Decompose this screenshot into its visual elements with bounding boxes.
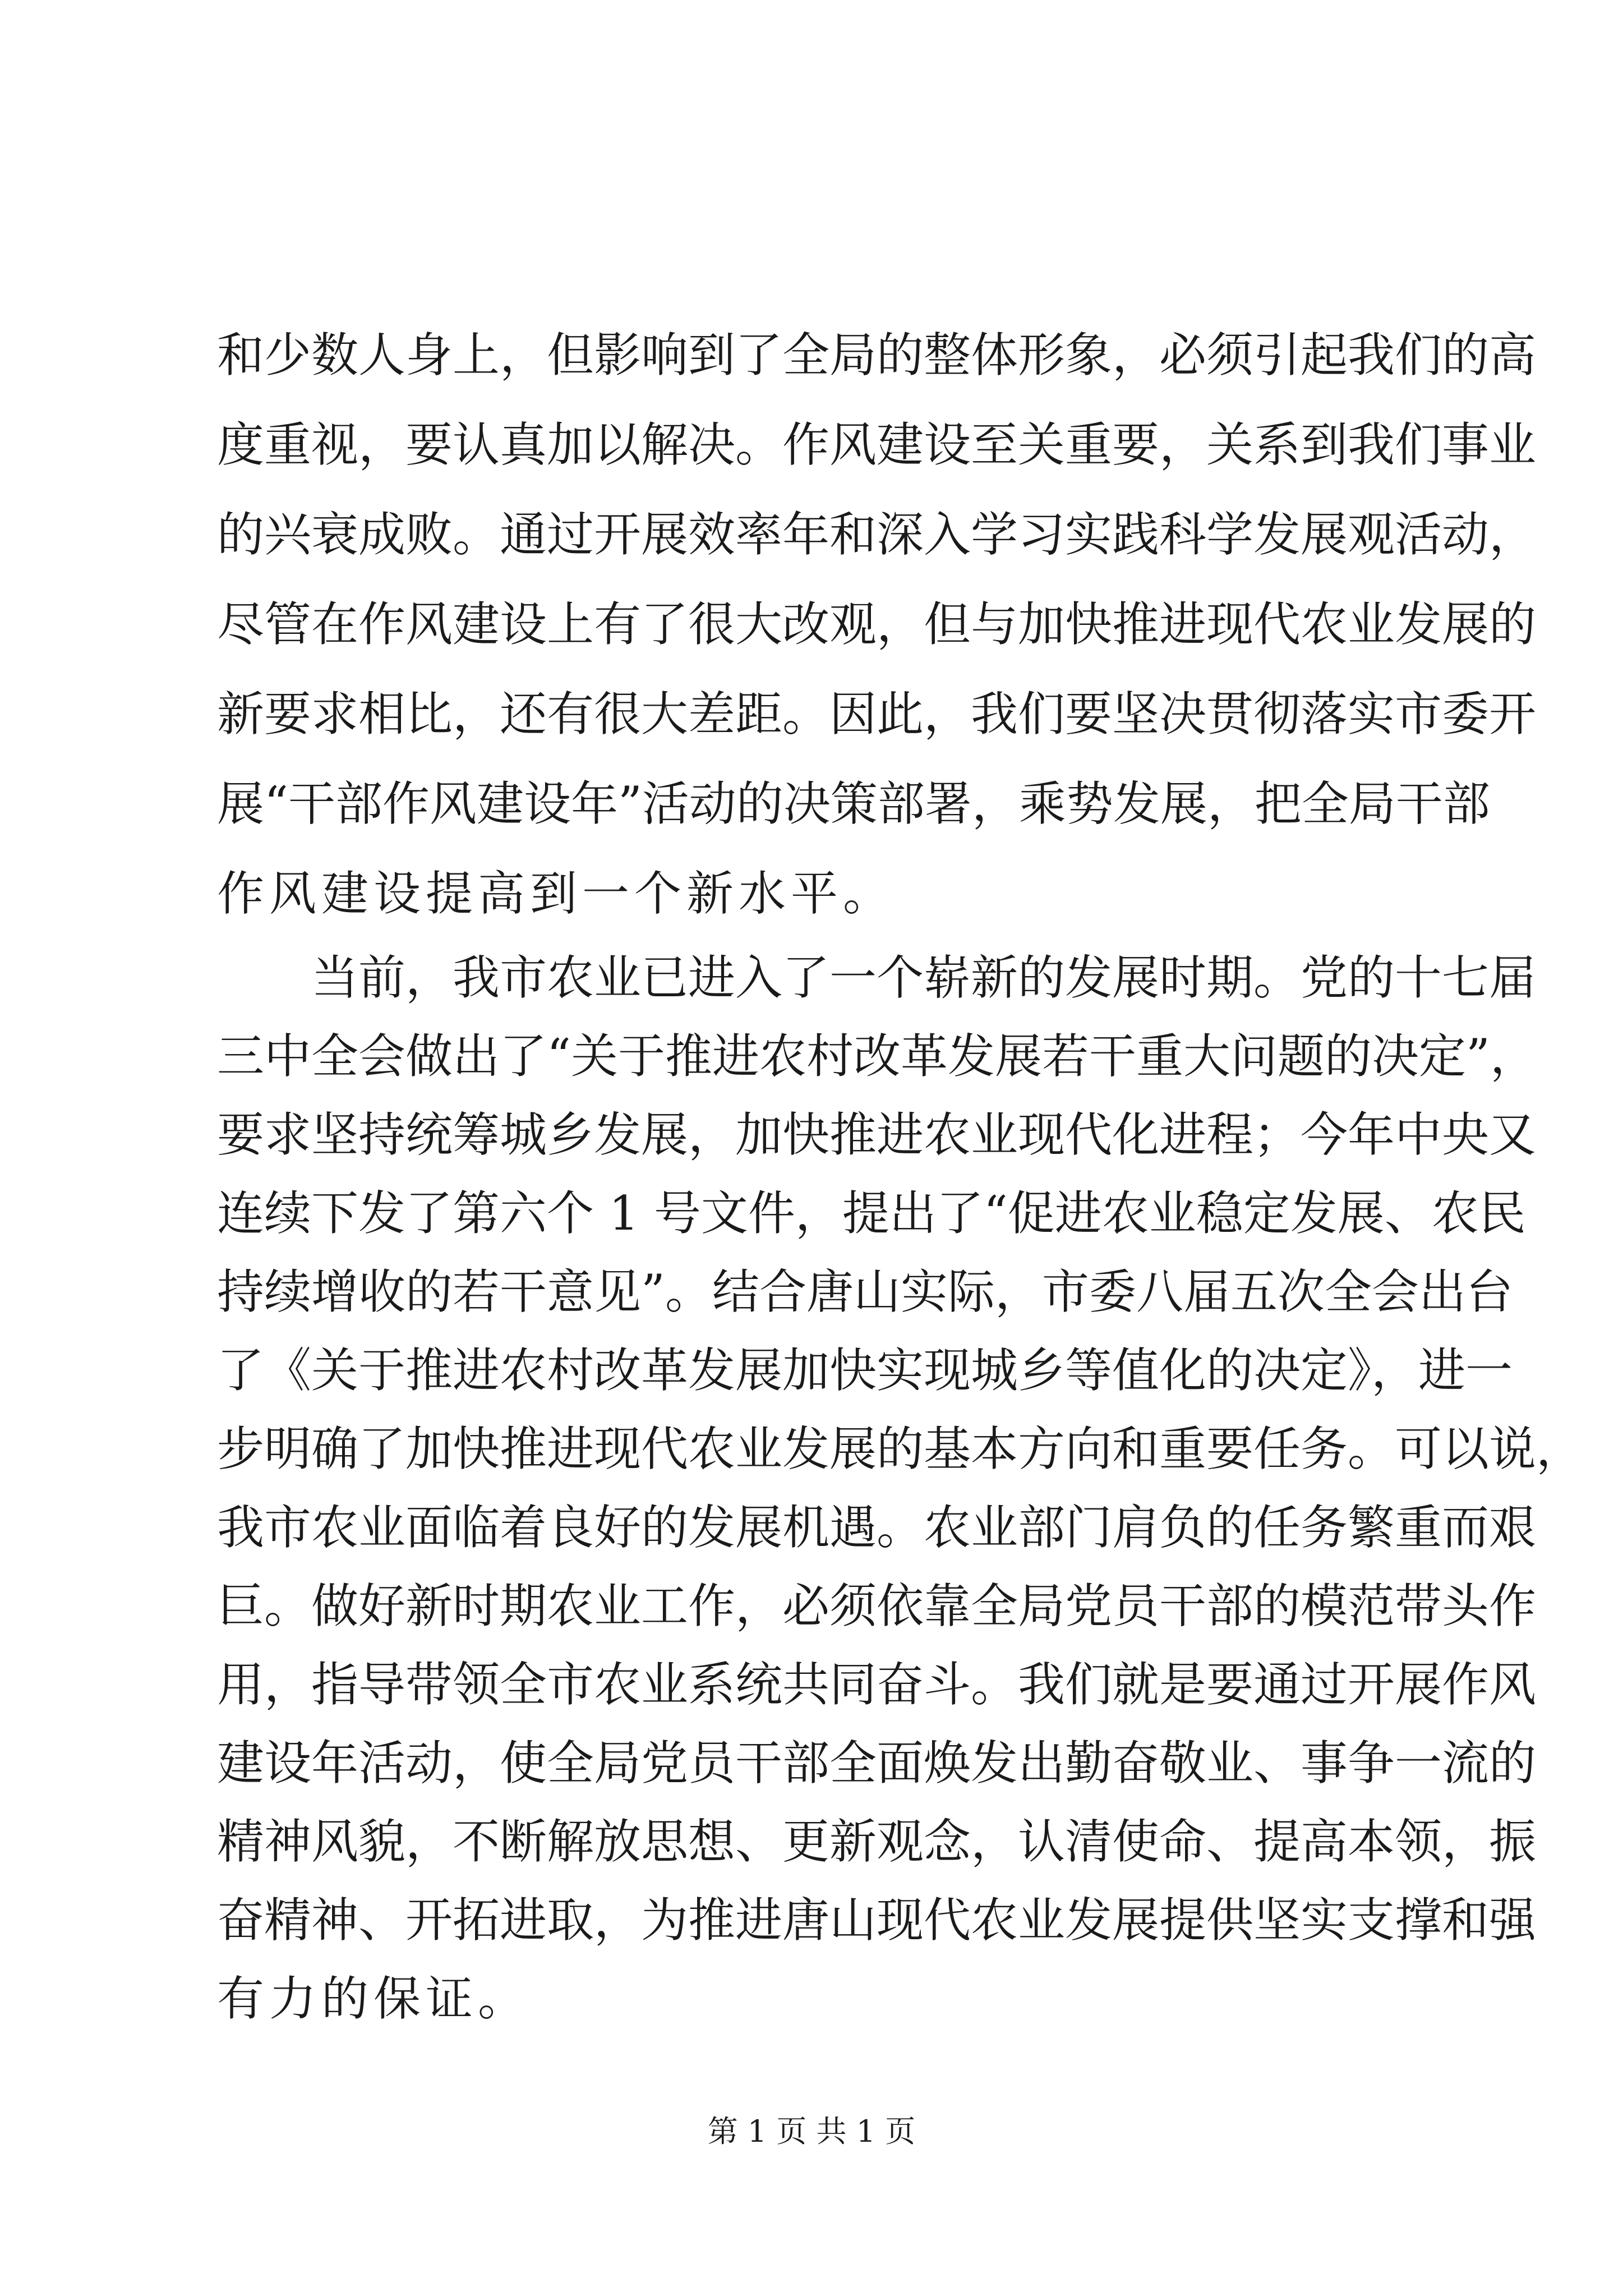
paragraph-line: 作风建设提高到一个新水平。 bbox=[217, 866, 896, 921]
paragraph-line: 巨。做好新时期农业工作，必须依靠全局党员干部的模范带头作 bbox=[217, 1579, 1537, 1634]
paragraph-line: 新要求相比，还有很大差距。因此，我们要坚决贯彻落实市委开 bbox=[217, 687, 1537, 742]
paragraph-line: 要求坚持统筹城乡发展，加快推进农业现代化进程；今年中央又 bbox=[217, 1107, 1537, 1162]
paragraph-line: 了《关于推进农村改革发展加快实现城乡等值化的决定》，进一 bbox=[217, 1343, 1513, 1398]
page-number-footer: 第 1 页 共 1 页 bbox=[707, 2114, 916, 2149]
paragraph-line: 我市农业面临着良好的发展机遇。农业部门肩负的任务繁重而艰 bbox=[217, 1500, 1537, 1555]
paragraph-line: 用，指导带领全市农业系统共同奋斗。我们就是要通过开展作风 bbox=[217, 1657, 1537, 1712]
paragraph-line: 有力的保证。 bbox=[217, 1971, 531, 2026]
paragraph-line: 持续增收的若干意见”。结合唐山实际，市委八届五次全会出台 bbox=[217, 1264, 1513, 1319]
paragraph-line: 三中全会做出了“关于推进农村改革发展若干重大问题的决定”， bbox=[217, 1029, 1537, 1084]
paragraph-line: 建设年活动，使全局党员干部全面焕发出勤奋敬业、事争一流的 bbox=[217, 1736, 1537, 1791]
paragraph-line: 尽管在作风建设上有了很大改观，但与加快推进现代农业发展的 bbox=[217, 597, 1537, 652]
paragraph-line: 和少数人身上，但影响到了全局的整体形象，必须引起我们的高 bbox=[217, 328, 1537, 383]
paragraph-line: 度重视，要认真加以解决。作风建设至关重要，关系到我们事业 bbox=[217, 417, 1537, 472]
paragraph-line: 展“干部作风建设年”活动的决策部署，乘势发展，把全局干部 bbox=[217, 776, 1490, 831]
paragraph-line: 精神风貌，不断解放思想、更新观念，认清使命、提高本领，振 bbox=[217, 1814, 1537, 1869]
paragraph-line: 步明确了加快推进现代农业发展的基本方向和重要任务。可以说， bbox=[217, 1421, 1584, 1476]
paragraph-line: 的兴衰成败。通过开展效率年和深入学习实践科学发展观活动， bbox=[217, 507, 1537, 562]
paragraph-line: 奋精神、开拓进取，为推进唐山现代农业发展提供坚实支撑和强 bbox=[217, 1893, 1537, 1948]
paragraph-line: 连续下发了第六个 1 号文件，提出了“促进农业稳定发展、农民 bbox=[217, 1186, 1526, 1241]
paragraph-line: 当前，我市农业已进入了一个崭新的发展时期。党的十七届 bbox=[311, 950, 1537, 1005]
